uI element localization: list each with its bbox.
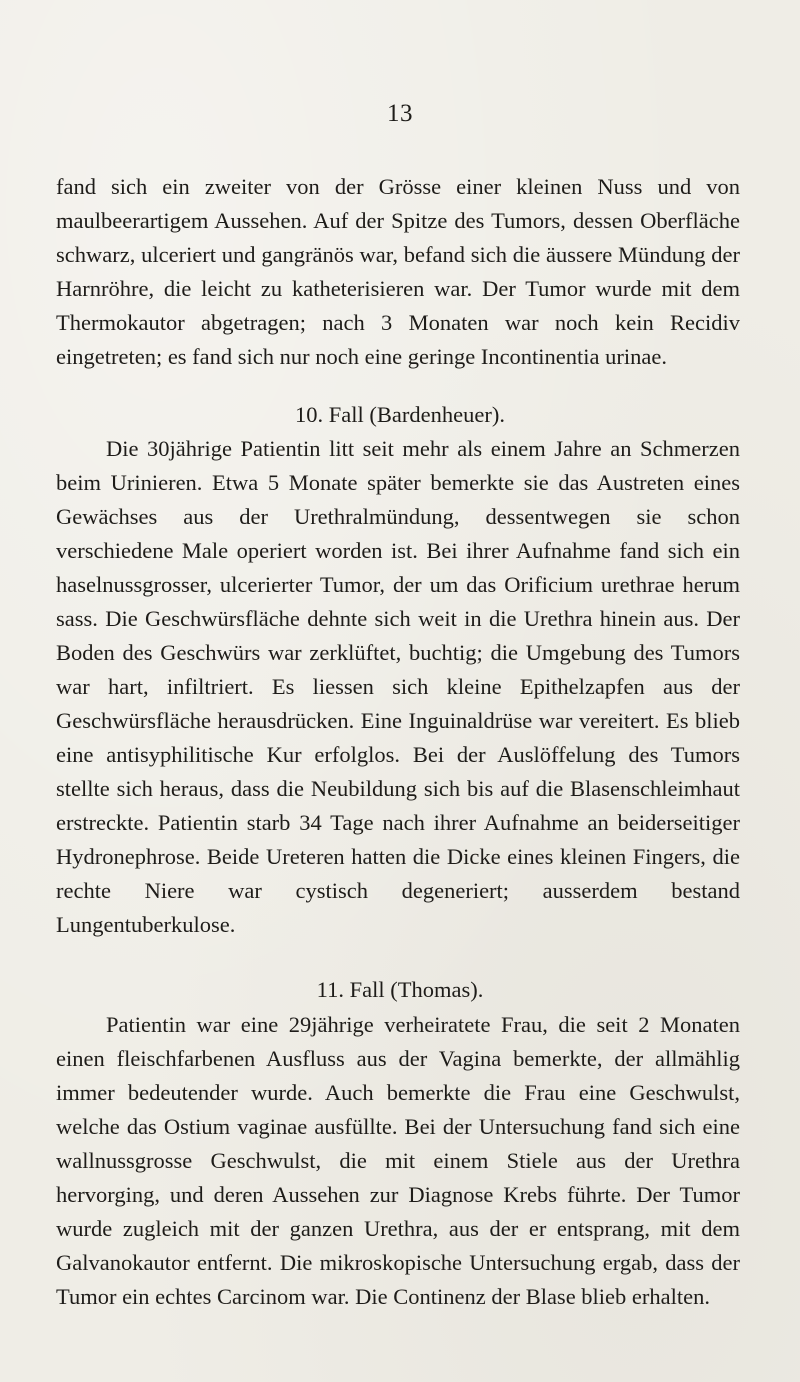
case-11-paragraph: Patientin war eine 29jährige verheiratete Frau, die seit 2 Monaten einen fleischfarbenen Ausfluss aus der Vagina bemerkte, der allmählig immer bedeutender wurde. Auch bemerkte die Frau eine Geschwulst, welche das Ostium vaginae ausfüllte. Bei der Untersuchung fand sich eine wallnussgrosse Geschwulst, die mit einem Stiele aus der Urethra hervorging, und deren Aussehen zur Diagnose Krebs führte. Der Tumor wurde zugleich mit der ganzen Urethra, aus der er entsprang, mit dem Galvanokautor entfernt. Die mikroskopische Untersuchung ergab, dass der Tumor ein echtes Carcinom war. Die Continenz der Blase blieb erhalten. [56, 1012, 740, 1309]
intro-paragraph-block [56, 170, 740, 374]
intro-paragraph: fand sich ein zweiter von der Grösse einer kleinen Nuss und von maulbeerartigem Aussehen. Auf der Spitze des Tumors, dessen Oberfläche schwarz, ulceriert und gangränös war, befand sich die äussere Mündung der Harnröhre, die leicht zu katheterisieren war. Der Tumor wurde mit dem Thermokautor abgetragen; nach 3 Monaten war noch kein Recidiv eingetreten; es fand sich nur noch eine geringe Incontinentia urinae. [56, 174, 740, 369]
case-10-heading: 10. Fall (Bardenheuer). [295, 402, 505, 427]
page-number: 13 [387, 100, 413, 127]
case-11-heading: 11. Fall (Thomas). [316, 977, 484, 1002]
case-10-paragraph-block [56, 432, 740, 942]
case-11-paragraph-block [56, 1008, 740, 1314]
case-10-paragraph: Die 30jährige Patientin litt seit mehr als einem Jahre an Schmerzen beim Urinieren. Etwa 5 Monate später bemerkte sie das Austreten eines Gewächses aus der Urethralmündung, dessentwegen sie schon verschiedene Male operiert worden ist. Bei ihrer Aufnahme fand sich ein haselnussgrosser, ulcerierter Tumor, der um das Orificium urethrae herum sass. Die Geschwürsfläche dehnte sich weit in die Urethra hinein aus. Der Boden des Geschwürs war zerklüftet, buchtig; die Umgebung des Tumors war hart, infiltriert. Es liessen sich kleine Epithelzapfen aus der Geschwürsfläche herausdrücken. Eine Inguinaldrüse war vereitert. Es blieb eine antisyphilitische Kur erfolglos. Bei der Auslöffelung des Tumors stellte sich heraus, dass die Neubildung sich bis auf die Blasenschleimhaut erstreckte. Patientin starb 34 Tage nach ihrer Aufnahme an beiderseitiger Hydronephrose. Beide Ureteren hatten die Dicke eines kleinen Fingers, die rechte Niere war cystisch degeneriert; ausserdem bestand Lungentuberkulose. [56, 436, 740, 937]
